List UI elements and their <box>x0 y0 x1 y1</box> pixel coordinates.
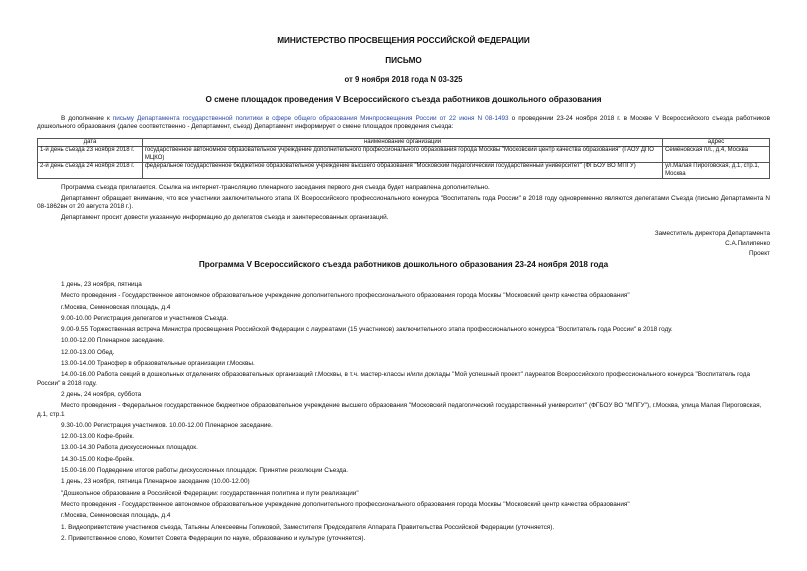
paragraph: Программа съезда прилагается. Ссылка на интернет-трансляцию пленарного заседания первого дня съезда будет направлена дополнительно. <box>61 184 490 191</box>
program-line: 1 день, 23 ноября, пятница Пленарное заседание (10.00-12.00) <box>61 478 250 486</box>
venues-table <box>37 138 770 179</box>
program-line: 9.00-10.00 Регистрация делегатов и участников Съезда. <box>61 314 229 322</box>
signature-position: Заместитель директора Департамента <box>654 230 770 237</box>
program-line: 9.00-9.55 Торжественная встреча Министра просвещения Российской Федерации с лауреатами (15 участников) заключительного этапа профессионального конкурса "Воспитатель года России" в 2018 году. <box>61 326 673 334</box>
program-line: 13.00-14.00 Трансфер в образовательные организации г.Москвы. <box>61 360 255 368</box>
intro-text-before: В дополнение к <box>61 115 113 122</box>
program-line: 1. Видеоприветствие участников съезда, Татьяны Алексеевны Голиковой, Заместителя Председателя Аппарата Правительства Российской Федерации (уточняется). <box>61 523 555 531</box>
program-line: 10.00-12.00 Пленарное заседание. <box>61 337 165 345</box>
intro-paragraph <box>37 115 770 132</box>
intro-text-after: о проведении 23-24 ноября 2018 г. в Москве V Всероссийского съезда работников дошкольного образования (далее соответственно - Департамент, съезд) Департамент информирует о смене площадок проведения съезда: <box>37 115 771 131</box>
table-header-cell: наименование организации <box>142 139 662 147</box>
table-header-cell: адрес <box>663 139 770 147</box>
ministry-heading: МИНИСТЕРСТВО ПРОСВЕЩЕНИЯ РОССИЙСКОЙ ФЕДЕРАЦИИ <box>277 36 530 45</box>
program-title: Программа V Всероссийского съезда работников дошкольного образования 23-24 ноября 2018 года <box>198 260 609 269</box>
signature-name: С.А.Пилипенко <box>725 240 770 247</box>
program-line: Место проведения - Государственное автономное образовательное учреждение дополнительного профессионального образования города Москвы "Московский центр качества образования" <box>61 292 630 300</box>
program-line: 9.30-10.00 Регистрация участников. 10.00-12.00 Пленарное заседание. <box>61 421 273 429</box>
program-line: 15.00-16.00 Подведение итогов работы дискуссионных площадок. Принятие резолюции Съезда. <box>61 467 349 475</box>
program-line: 2 день, 24 ноября, суббота <box>61 390 142 398</box>
table-cell: Семёновская пл., д.4, Москва <box>663 147 770 163</box>
paragraph: Департамент просит довести указанную информацию до делегатов съезда и заинтересованных организаций. <box>61 214 389 221</box>
table-cell: 1-й день съезда 23 ноября 2018 г. <box>38 147 143 163</box>
doc-type-heading: ПИСЬМО <box>385 56 422 65</box>
draft-label: Проект <box>748 250 770 257</box>
program-line: Место проведения - Федеральное государственное бюджетное образовательное учреждение высшего образования "Московский педагогический государственный университет" (ФГБОУ ВО "МПГУ"), г.Москва, улица Малая Пироговская, д.1, стр.1 <box>37 402 762 418</box>
program-line: 13.00-14.30 Работа дискуссионных площадок. <box>61 444 198 452</box>
reference-letter-link[interactable]: письму Департамента государственной политики в сфере общего образования Минпросвещения России от 22 июня N 08-1493 <box>112 115 509 122</box>
program-line: "Дошкольное образование в Российской Федерации: государственная политика и пути реализации" <box>61 489 359 497</box>
table-cell: 2-й день съезда 24 ноября 2018 г. <box>38 163 143 179</box>
table-row <box>38 163 770 179</box>
table-header-row <box>38 139 770 147</box>
program-line: г.Москва, Семеновская площадь, д.4 <box>61 512 171 520</box>
program-list <box>37 281 770 546</box>
program-line: 2. Приветственное слово, Комитет Совета Федерации по науке, образованию и культуре (уточняется). <box>61 534 366 542</box>
program-line: г.Москва, Семеновская площадь, д.4 <box>61 303 171 311</box>
subject-heading: О смене площадок проведения V Всероссийского съезда работников дошкольного образования <box>205 95 602 104</box>
table-row <box>38 147 770 163</box>
table-cell: ул.Малая Пироговская, д.1, стр.1, Москва <box>663 163 770 179</box>
table-header-cell: дата <box>38 139 143 147</box>
program-line: 12.00-13.00 Обед. <box>61 348 115 356</box>
date-number: от 9 ноября 2018 года N 03-325 <box>344 75 463 84</box>
program-line: 14.30-15.00 Кофе-брейк. <box>61 455 135 463</box>
table-cell: государственное автономное образовательное учреждение дополнительного профессионального образования города Москвы "Московский центр качества образования" (ГАОУ ДПО МЦКО) <box>142 147 662 163</box>
program-line: Место проведения - Государственное автономное образовательное учреждение дополнительного профессионального образования города Москвы "Московский центр качества образования" <box>61 500 630 508</box>
program-line: 1 день, 23 ноября, пятница <box>61 281 142 288</box>
paragraph: Департамент обращает внимание, что все участники заключительного этапа IX Всероссийского профессионального конкурса "Воспитатель года России" в 2018 году одновременно являются делегатами Съезда (письмо Департамента N 08-1862вн от 20 августа 2018 г.). <box>37 195 770 211</box>
program-line: 14.00-16.00 Работа секций в дошкольных отделениях образовательных организаций г.Москвы, в т.ч. мастер-классы и/или доклады "Мой успешный проект" лауреатов Всероссийского профессионального конкурса "Воспитатель года России" в 2018 году. <box>37 371 751 387</box>
program-line: 12.00-13.00 Кофе-брейк. <box>61 433 135 441</box>
table-cell: федеральное государственное бюджетное образовательное учреждение высшего образования "Московский педагогический государственный университет" (ФГБОУ ВО МПГУ) <box>142 163 662 179</box>
